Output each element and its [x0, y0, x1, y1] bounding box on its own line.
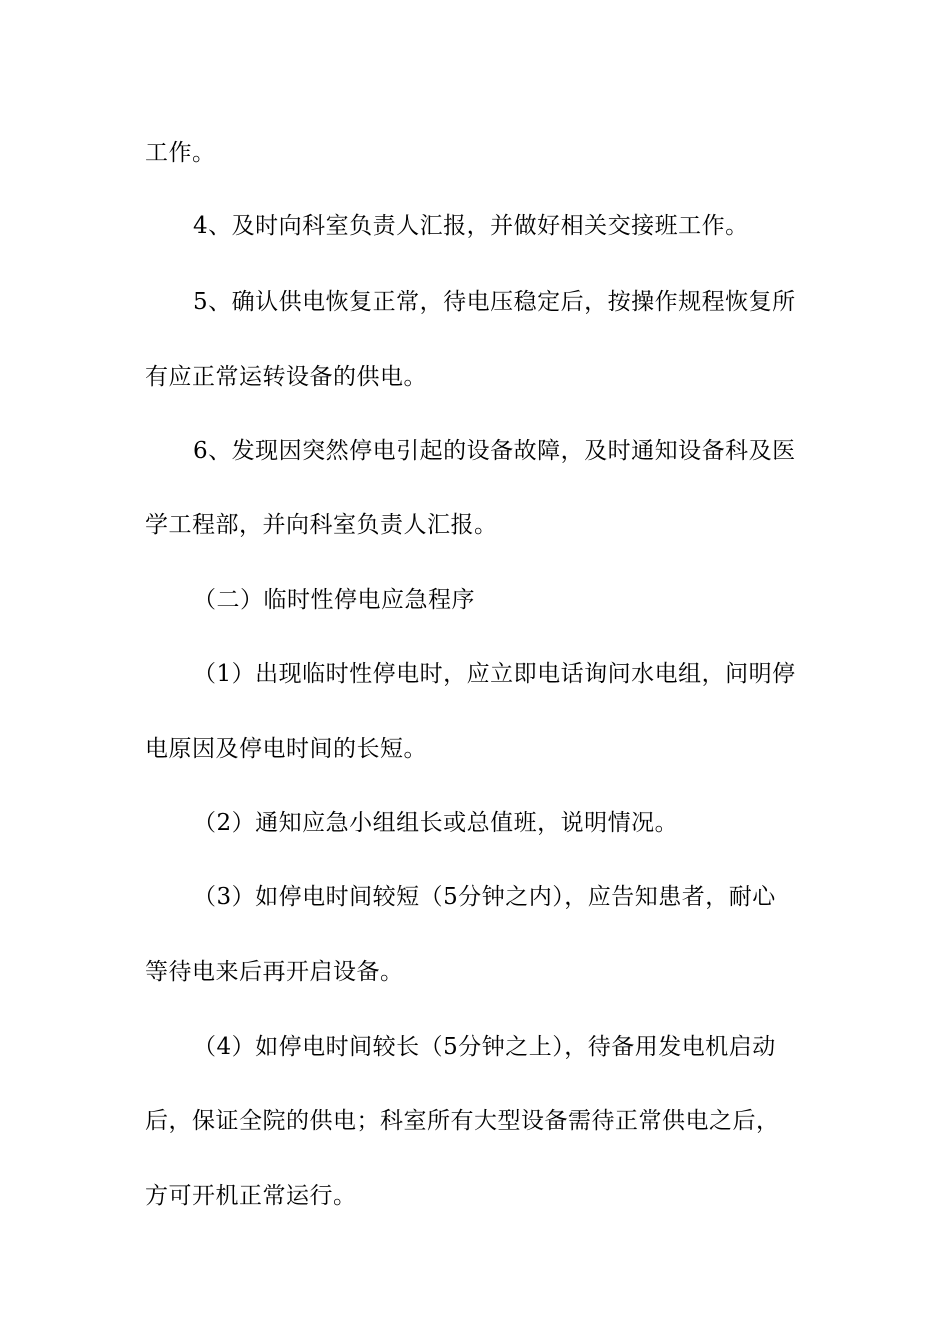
step-4-continuation-1: 后，保证全院的供电；科室所有大型设备需待正常供电之后，: [145, 1108, 780, 1134]
list-item-4: 4、及时向科室负责人汇报，并做好相关交接班工作。: [193, 213, 749, 239]
step-1: （1）出现临时性停电时，应立即电话询问水电组，问明停: [193, 661, 796, 687]
list-item-6: 6、发现因突然停电引起的设备故障，及时通知设备科及医: [193, 438, 796, 464]
step-2: （2）通知应急小组组长或总值班，说明情况。: [193, 810, 679, 836]
step-3: （3）如停电时间较短（5分钟之内），应告知患者，耐心: [193, 884, 776, 910]
step-4-continuation-2: 方可开机正常运行。: [145, 1183, 357, 1209]
paragraph-continuation: 工作。: [145, 140, 216, 166]
step-3-continuation: 等待电来后再开启设备。: [145, 959, 404, 985]
step-1-continuation: 电原因及停电时间的长短。: [145, 736, 427, 762]
list-item-5-continuation: 有应正常运转设备的供电。: [145, 364, 427, 390]
list-item-6-continuation: 学工程部，并向科室负责人汇报。: [145, 512, 498, 538]
list-item-5: 5、确认供电恢复正常，待电压稳定后，按操作规程恢复所: [193, 289, 796, 315]
step-4: （4）如停电时间较长（5分钟之上），待备用发电机启动: [193, 1034, 776, 1060]
section-heading: （二）临时性停电应急程序: [193, 587, 475, 613]
